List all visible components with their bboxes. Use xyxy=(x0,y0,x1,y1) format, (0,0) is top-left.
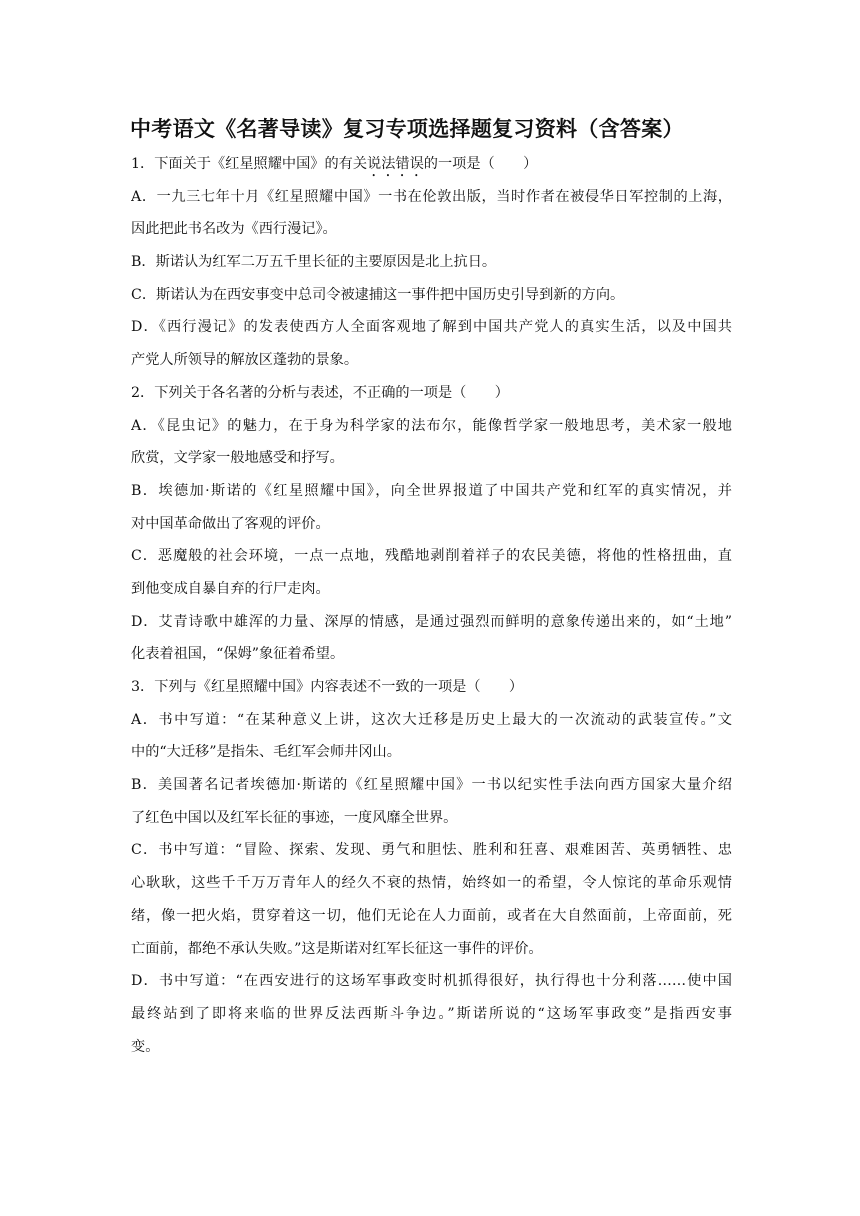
question-3-option-b-line-2: 了红色中国以及红军长征的事迹，一度风靡全世界。 xyxy=(131,809,458,826)
question-2-option-b-line-2: 对中国革命做出了客观的评价。 xyxy=(131,515,330,532)
question-2-option-b-line-1: B．埃德加·斯诺的《红星照耀中国》，向全世界报道了中国共产党和红军的真实情况，并 xyxy=(131,482,732,499)
question-1-option-d-line-2: 产党人所领导的解放区蓬勃的景象。 xyxy=(131,352,359,369)
question-2-option-d-line-2: 化表着祖国，“保姆”象征着希望。 xyxy=(131,646,345,663)
question-1-stem-after: 的一项是（ ） xyxy=(423,156,538,172)
question-3-stem: 3．下列与《红星照耀中国》内容表述不一致的一项是（ ） xyxy=(131,679,524,695)
question-3-option-a-line-1: A．书中写道：“在某种意义上讲，这次大迁移是历史上最大的一次流动的武装宣传。”文 xyxy=(131,711,732,728)
question-1-option-a-line-1: A．一九三七年十月《红星照耀中国》一书在伦敦出版，当时作者在被侵华日军控制的上海， xyxy=(131,188,732,205)
question-1-option-c: C．斯诺认为在西安事变中总司令被逮捕这一事件把中国历史引导到新的方向。 xyxy=(131,286,625,303)
question-2-option-d-line-1: D．艾青诗歌中雄浑的力量、深厚的情感，是通过强烈而鲜明的意象传递出来的，如“土地” xyxy=(131,613,732,630)
question-3-option-c-line-2: 心耿耿，这些千千万万青年人的经久不衰的热情，始终如一的希望，令人惊诧的革命乐观情 xyxy=(131,875,732,892)
question-3-option-d-line-2: 最终站到了即将来临的世界反法西斯斗争边。”斯诺所说的“这场军事政变”是指西安事 xyxy=(131,1005,732,1022)
question-1-option-d-line-1: D．《西行漫记》的发表使西方人全面客观地了解到中国共产党人的真实生活，以及中国共 xyxy=(131,319,732,336)
question-2-option-c-line-1: C．恶魔般的社会环境，一点一点地，残酷地剥削着祥子的农民美德，将他的性格扭曲，直 xyxy=(131,548,732,565)
question-3-option-c-line-4: 亡面前，都绝不承认失败。”这是斯诺对红军长征这一事件的评价。 xyxy=(131,940,543,957)
question-1-stem-before: 1．下面关于《红星照耀中国》的有关 xyxy=(131,156,368,172)
question-2-option-a-line-2: 欣赏，文学家一般地感受和抒写。 xyxy=(131,450,344,467)
question-3-option-c-line-1: C．书中写道：“冒险、探索、发现、勇气和胆怯、胜利和狂喜、艰难困苦、英勇牺牲、忠 xyxy=(131,842,732,859)
question-2-option-c-line-2: 到他变成自暴自弃的行尸走肉。 xyxy=(131,580,330,597)
question-1-option-a-line-2: 因此把此书名改为《西行漫记》。 xyxy=(131,221,337,238)
question-2-option-a-line-1: A．《昆虫记》的魅力，在于身为科学家的法布尔，能像哲学家一般地思考，美术家一般地 xyxy=(131,417,732,434)
page-title: 中考语文《名著导读》复习专项选择题复习资料（含答案） xyxy=(130,117,684,141)
question-3-option-d-line-3: 变。 xyxy=(131,1038,160,1055)
question-2-stem: 2．下列关于各名著的分析与表述，不正确的一项是（ ） xyxy=(131,384,509,401)
question-3-option-c-line-3: 绪，像一把火焰，贯穿着这一切，他们无论在人力面前，或者在大自然面前，上帝面前，死 xyxy=(131,907,732,924)
question-3-option-d-line-1: D．书中写道：“在西安进行的这场军事政变时机抓得很好，执行得也十分利落……使中国 xyxy=(131,973,732,990)
document-body xyxy=(131,148,732,1063)
question-1-stem-emphasis: 说法错误 xyxy=(367,156,424,172)
question-1-stem xyxy=(131,148,732,181)
question-1-option-b: B．斯诺认为红军二万五千里长征的主要原因是北上抗日。 xyxy=(131,254,497,271)
question-3-option-a-line-2: 中的“大迁移”是指朱、毛红军会师井冈山。 xyxy=(131,744,401,761)
question-3-option-b-line-1: B．美国著名记者埃德加·斯诺的《红星照耀中国》一书以纪实性手法向西方国家大量介绍 xyxy=(131,777,732,794)
